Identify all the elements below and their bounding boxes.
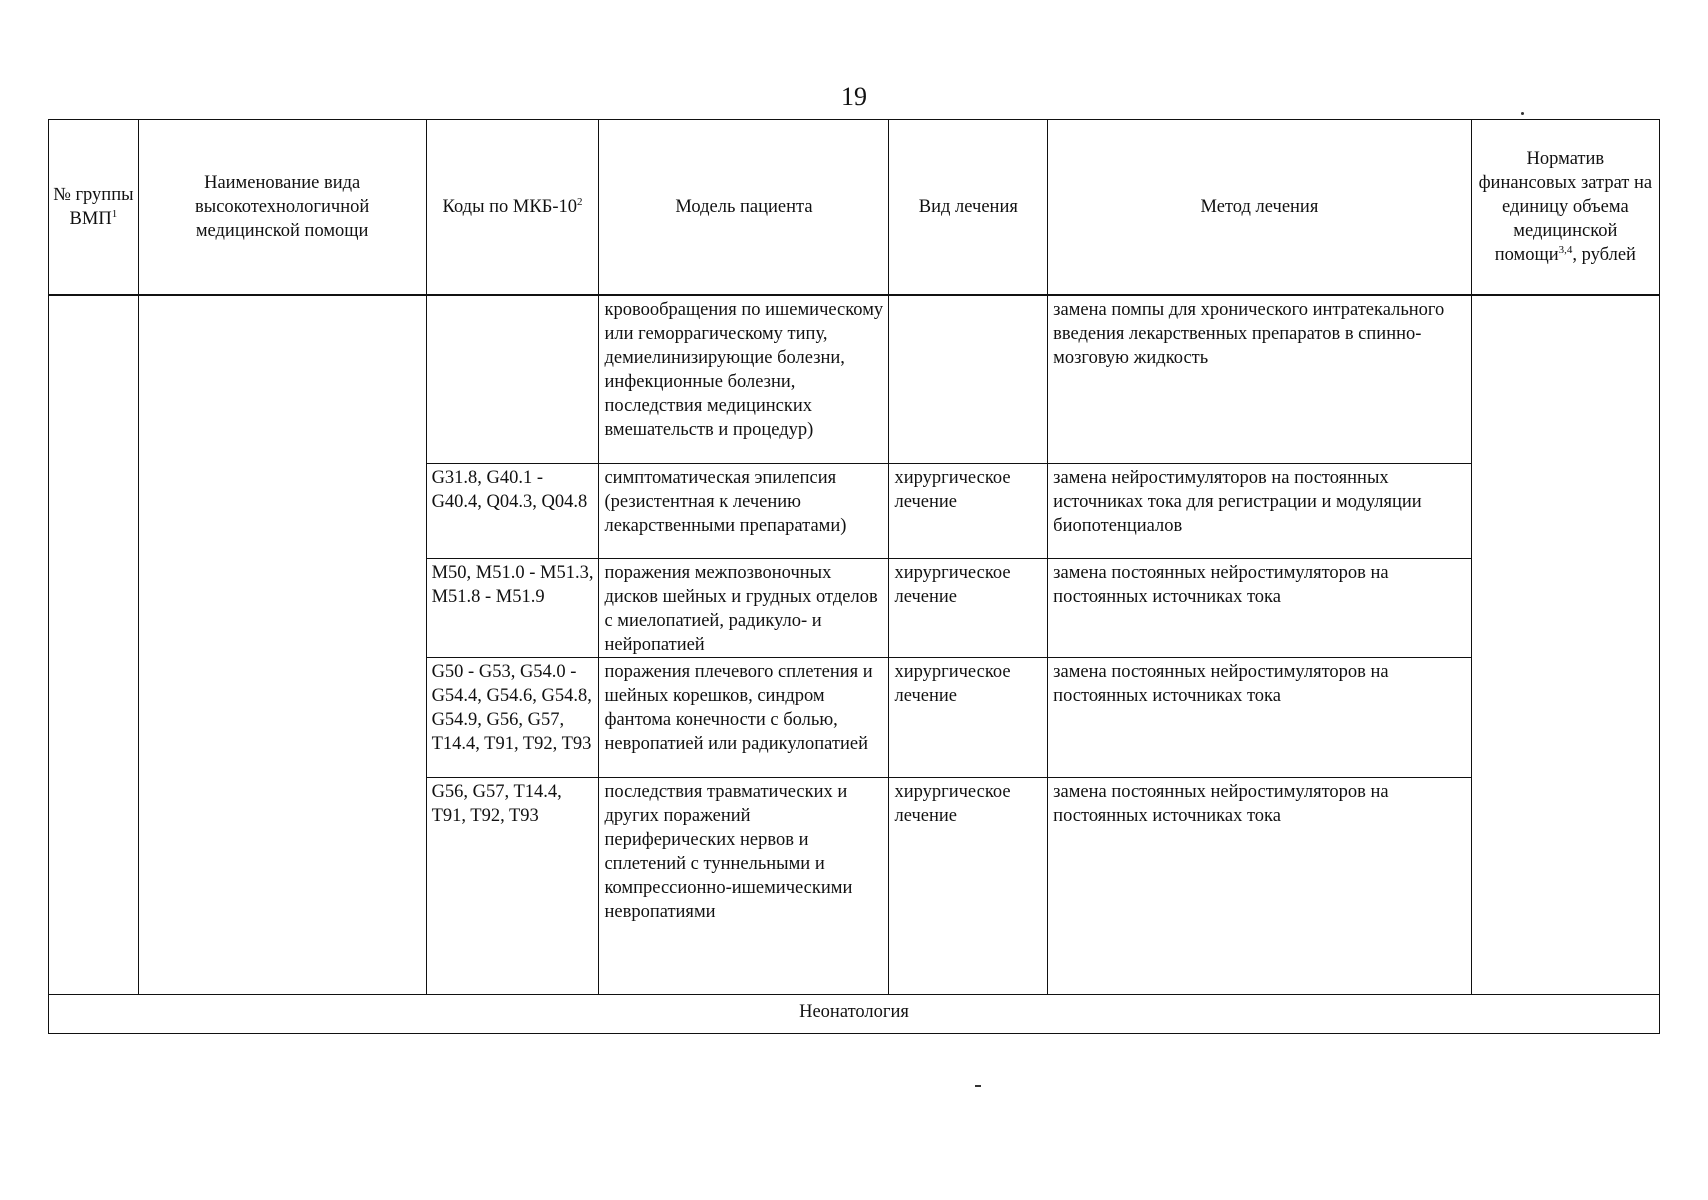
cell-model: симптоматическая эпилепсия (резистентная к лечению лекарственными препаратами)	[599, 463, 889, 558]
header-patient-model: Модель пациента	[599, 120, 889, 296]
header-treatment-method: Метод лечения	[1048, 120, 1472, 296]
page-number: 19	[841, 82, 867, 111]
header-row	[49, 120, 1660, 296]
vmp-table	[48, 119, 1660, 1034]
cell-codes: M50, M51.0 - M51.3, M51.8 - M51.9	[426, 558, 599, 657]
cell-care-type	[138, 295, 426, 994]
scan-mark	[975, 1085, 981, 1087]
cell-codes: G31.8, G40.1 - G40.4, Q04.3, Q04.8	[426, 463, 599, 558]
cell-method: замена постоянных нейростимуляторов на постоянных источниках тока	[1048, 777, 1472, 994]
cell-treatment: хирургическое лечение	[889, 558, 1048, 657]
header-care-type: Наименование вида высокотехнологичной медицинской помощи	[138, 120, 426, 296]
cell-method: замена нейростимуляторов на постоянных источниках тока для регистрации и модуляции биопотенциалов	[1048, 463, 1472, 558]
cell-method: замена помпы для хронического интратекального введения лекарственных препаратов в спинно-мозговую жидкость	[1048, 295, 1472, 463]
cell-model: кровообращения по ишемическому или геморрагическому типу, демиелинизирующие болезни, инфекционные болезни, последствия медицинских вмешательств и процедур)	[599, 295, 889, 463]
header-group-number: № группы ВМП$^1$	[49, 120, 139, 296]
cell-model: поражения плечевого сплетения и шейных корешков, синдром фантома конечности с болью, невропатией или радикулопатией	[599, 657, 889, 777]
scan-speck	[1521, 112, 1524, 115]
cell-method: замена постоянных нейростимуляторов на постоянных источниках тока	[1048, 657, 1472, 777]
cell-treatment: хирургическое лечение	[889, 777, 1048, 994]
cell-treatment: хирургическое лечение	[889, 657, 1048, 777]
header-treatment-type: Вид лечения	[889, 120, 1048, 296]
section-title: Неонатология	[49, 994, 1660, 1033]
section-row	[49, 994, 1660, 1033]
cell-codes: G50 - G53, G54.0 - G54.4, G54.6, G54.8, G54.9, G56, G57, T14.4, T91, T92, T93	[426, 657, 599, 777]
header-icd-codes: Коды по МКБ-$10^2$	[426, 120, 599, 296]
header-cost-standard: Норматив финансовых затрат на единицу объема медицинской помощи$^{3,4}$, рублей	[1471, 120, 1659, 296]
cell-cost	[1471, 295, 1659, 994]
cell-codes	[426, 295, 599, 463]
cell-treatment: хирургическое лечение	[889, 463, 1048, 558]
cell-model: поражения межпозвоночных дисков шейных и грудных отделов с миелопатией, радикуло- и нейропатией	[599, 558, 889, 657]
cell-method: замена постоянных нейростимуляторов на постоянных источниках тока	[1048, 558, 1472, 657]
cell-group-number	[49, 295, 139, 994]
table-row	[49, 295, 1660, 463]
cell-model: последствия травматических и других поражений периферических нервов и сплетений с туннельными и компрессионно-ишемическими невропатиями	[599, 777, 889, 994]
cell-codes: G56, G57, T14.4, T91, T92, T93	[426, 777, 599, 994]
cell-treatment	[889, 295, 1048, 463]
